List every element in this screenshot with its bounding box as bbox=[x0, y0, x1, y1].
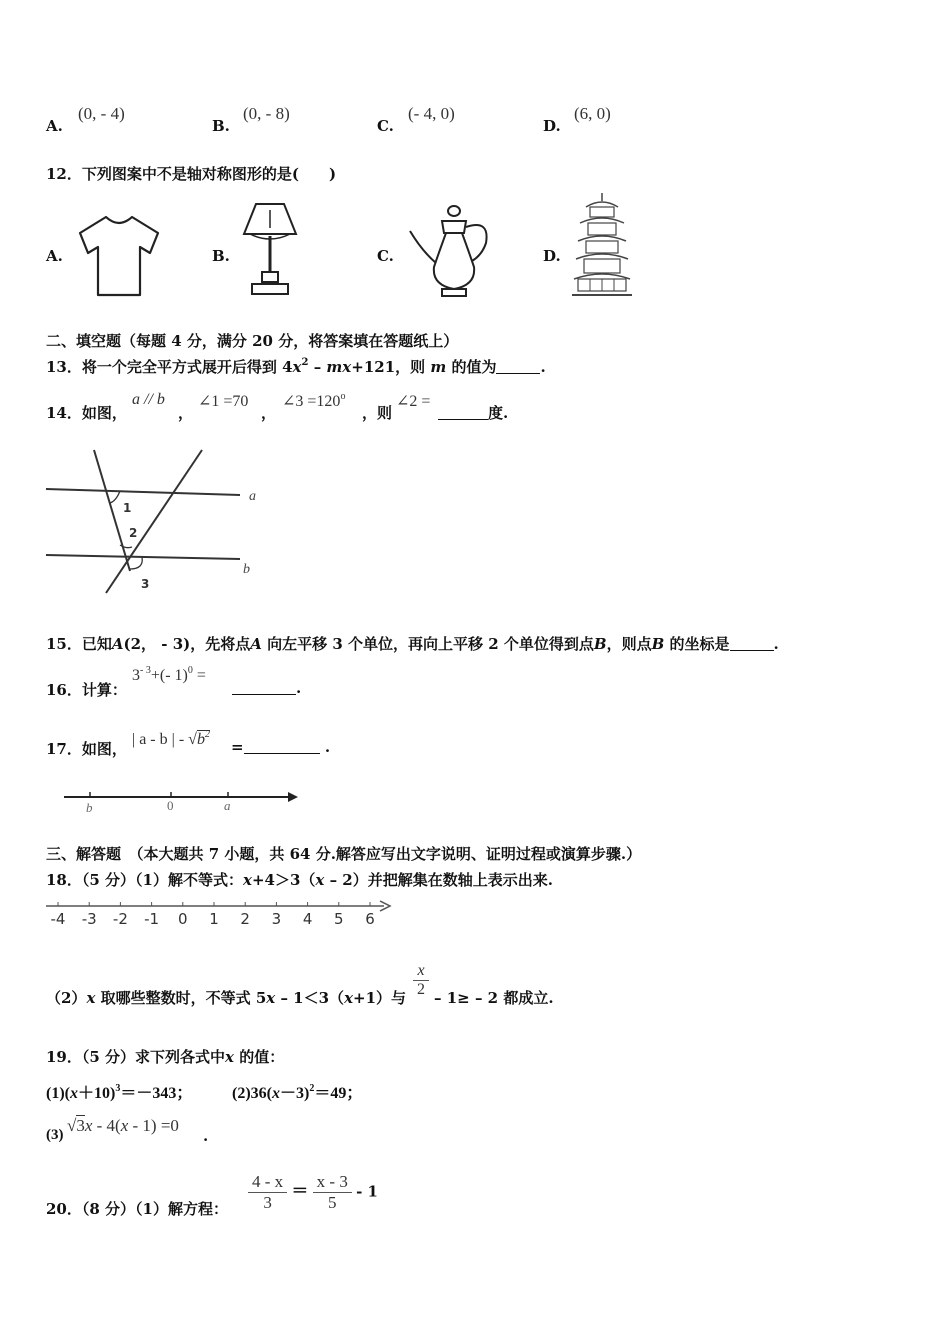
q17-radicand bbox=[197, 730, 210, 748]
q14-cond-angle2: ∠2 = bbox=[396, 393, 431, 410]
q15-text: ，则点 bbox=[606, 635, 652, 653]
q16-exp: - 3 bbox=[140, 665, 151, 676]
sqrt-icon: √ bbox=[188, 731, 197, 748]
q17-number-line bbox=[62, 786, 302, 816]
q17-axis-b: b bbox=[86, 800, 93, 815]
q17-rad: b bbox=[196, 731, 205, 748]
q18-axis-tick-label: -1 bbox=[144, 910, 160, 928]
q18-text: – 1＜3（ bbox=[275, 989, 345, 1007]
q14-prefix: 14．如图， bbox=[46, 404, 127, 422]
section2-title: 二、填空题（每题 4 分，满分 20 分，将答案填在答题纸上） bbox=[46, 332, 459, 350]
q19-text: (1)( bbox=[46, 1085, 70, 1102]
q18-axis-tick-label: 2 bbox=[240, 910, 250, 928]
q18-axis-tick-label: 1 bbox=[209, 910, 219, 928]
t-shirt-icon bbox=[78, 215, 160, 297]
q17-exp: 2 bbox=[204, 729, 210, 740]
q20-suffix: - 1 bbox=[356, 1182, 378, 1201]
q12-option-c-label: C. bbox=[377, 247, 394, 265]
q19-exp: 2 bbox=[309, 1083, 315, 1094]
q13 bbox=[46, 356, 546, 377]
q11-option-d-value: (6, 0) bbox=[574, 104, 611, 123]
table-lamp-icon bbox=[242, 200, 298, 300]
q18-text: +4＞3（ bbox=[251, 871, 316, 889]
sqrt-icon: √ bbox=[67, 1116, 77, 1135]
q17-end: . bbox=[324, 738, 331, 756]
q13-var: m bbox=[430, 358, 447, 376]
q15 bbox=[46, 633, 779, 654]
q14-unit: 度. bbox=[488, 404, 509, 422]
q19-eq3-end: . bbox=[203, 1127, 209, 1145]
q19-exp: 3 bbox=[115, 1083, 121, 1094]
q13-var: x bbox=[292, 358, 302, 376]
q18-part2-end: – 1≥ – 2 都成立. bbox=[434, 989, 554, 1007]
q14-comma: ， bbox=[261, 404, 277, 422]
q20-prefix: 20．（8 分）（1）解方程： bbox=[46, 1200, 228, 1218]
q18-var: x bbox=[242, 871, 252, 889]
q14-answer-blank bbox=[438, 419, 488, 420]
q15-text: 15．已知 bbox=[46, 635, 112, 653]
q19-eq2 bbox=[232, 1080, 362, 1103]
q15-point: A bbox=[250, 635, 262, 653]
q14-angle3-text: ∠3 =120 bbox=[282, 393, 341, 410]
q12-option-d-label: D. bbox=[543, 247, 561, 265]
q14-angle3-label: 3 bbox=[141, 577, 150, 591]
q16-base: 3 bbox=[132, 667, 140, 684]
q16-expression bbox=[132, 667, 206, 685]
q11-option-a-value: (0, - 4) bbox=[78, 104, 125, 123]
q19-eq3 bbox=[67, 1116, 179, 1136]
q14-degree: o bbox=[340, 391, 346, 402]
q17-tail bbox=[231, 738, 330, 756]
q19-text: ＋10) bbox=[77, 1085, 116, 1102]
q19-text: - 4( bbox=[92, 1116, 121, 1135]
q14-figure bbox=[44, 445, 274, 600]
q15-answer-blank bbox=[730, 650, 774, 651]
q18-axis-tick-label: 0 bbox=[178, 910, 188, 928]
q17-expression bbox=[132, 731, 210, 749]
q14-cond-parallel: a // b bbox=[132, 391, 165, 408]
q16-prefix: 16．计算： bbox=[46, 681, 127, 699]
q12-option-b-label: B. bbox=[212, 247, 230, 265]
q13-answer-blank bbox=[496, 373, 540, 374]
q19-var: x bbox=[69, 1085, 78, 1102]
q14-line-b-label: b bbox=[243, 562, 250, 577]
q18-text: 18．（5 分）（1）解不等式： bbox=[46, 871, 243, 889]
q16-answer-blank bbox=[232, 694, 296, 695]
q14-angle1-label: 1 bbox=[123, 501, 132, 515]
q18-axis-tick-label: 5 bbox=[334, 910, 344, 928]
q19-text: 的值： bbox=[234, 1048, 285, 1066]
q14-comma: ， bbox=[178, 404, 194, 422]
q14-angle2-label: 2 bbox=[129, 526, 138, 540]
q18-axis-tick-label: 6 bbox=[365, 910, 375, 928]
q20-frac1-num: 4 - x bbox=[248, 1172, 287, 1193]
q14-then: ，则 bbox=[362, 404, 393, 422]
q14-cond-angle1: ∠1 =70 bbox=[198, 393, 249, 410]
q11-option-b-label: B. bbox=[212, 117, 230, 135]
q19-var: x bbox=[84, 1116, 93, 1135]
q16-tail bbox=[232, 679, 301, 697]
q16-eq: = bbox=[196, 667, 206, 684]
q19-radicand: 3 bbox=[76, 1116, 85, 1135]
q18-axis-tick-label: -4 bbox=[50, 910, 66, 928]
q11-option-b-value: (0, - 8) bbox=[243, 104, 290, 123]
q15-point: A bbox=[111, 635, 124, 653]
q16-end: . bbox=[296, 679, 302, 697]
q18-text: （2） bbox=[46, 989, 87, 1007]
q20-frac1-den: 3 bbox=[263, 1193, 272, 1212]
q13-rest: +121，则 bbox=[351, 358, 431, 376]
q18-var: x bbox=[315, 871, 325, 889]
q18-axis-tick-label: 4 bbox=[302, 910, 313, 928]
q15-end: . bbox=[773, 635, 779, 653]
q19-eq3-label: (3) bbox=[46, 1127, 64, 1143]
q12-option-a-label: A. bbox=[46, 247, 63, 265]
q11-option-a-label: A. bbox=[46, 117, 63, 135]
q19-text: ＝49； bbox=[314, 1085, 363, 1102]
q19-text: －3) bbox=[279, 1085, 310, 1102]
q11-option-c-label: C. bbox=[377, 117, 394, 135]
q17-axis-a: a bbox=[224, 798, 231, 813]
q20-eq: ＝ bbox=[291, 1181, 309, 1202]
q16-plus: +(- 1) bbox=[150, 667, 188, 684]
q15-point: B bbox=[593, 635, 607, 653]
q11-option-c-value: (- 4, 0) bbox=[408, 104, 455, 123]
q17-answer-blank bbox=[244, 753, 320, 754]
pagoda-icon bbox=[570, 193, 634, 299]
q19-var: x bbox=[271, 1085, 280, 1102]
q20-frac2-den: 5 bbox=[328, 1193, 337, 1212]
q19-text: 19．（5 分）求下列各式中 bbox=[46, 1048, 226, 1066]
q18-var: x bbox=[266, 989, 276, 1007]
q17-axis-zero: 0 bbox=[167, 798, 174, 813]
q13-var: m bbox=[326, 358, 343, 376]
q18-part2 bbox=[46, 987, 406, 1008]
q15-text: 的坐标是 bbox=[664, 635, 730, 653]
q14-cond-angle3 bbox=[282, 391, 345, 411]
q19-var: x bbox=[120, 1116, 129, 1135]
q16-exp: 0 bbox=[187, 665, 193, 676]
q13-minus: – bbox=[308, 358, 327, 376]
q18-frac-num: x bbox=[413, 962, 429, 981]
q19-var: x bbox=[225, 1048, 234, 1066]
q14-tail bbox=[438, 402, 508, 423]
q15-text: 向左平移 3 个单位，再向上平移 2 个单位得到点 bbox=[261, 635, 594, 653]
q18-axis-tick-label: 3 bbox=[271, 910, 282, 928]
q13-exp: 2 bbox=[301, 357, 309, 368]
q13-suffix: 的值为 bbox=[446, 358, 497, 376]
q15-text: (2， - 3)，先将点 bbox=[123, 635, 251, 653]
q17-eq: = bbox=[231, 738, 244, 756]
q19-stem bbox=[46, 1046, 284, 1067]
q18-axis-tick-label: -2 bbox=[112, 910, 128, 928]
teapot-icon bbox=[408, 203, 490, 299]
q18-part1 bbox=[46, 869, 553, 890]
q13-end: . bbox=[540, 358, 546, 376]
q20-frac2-num: x - 3 bbox=[313, 1172, 352, 1193]
q18-text: 取哪些整数时，不等式 5 bbox=[95, 989, 267, 1007]
q18-var: x bbox=[344, 989, 354, 1007]
q13-var: x bbox=[342, 358, 352, 376]
q18-number-line bbox=[44, 898, 404, 932]
q17-expr: | a - b | - bbox=[132, 731, 185, 748]
q18-var: x bbox=[86, 989, 96, 1007]
q18-text: +1）与 bbox=[353, 989, 407, 1007]
q18-axis-tick-label: -3 bbox=[81, 910, 97, 928]
section3-title: 三、解答题 （本大题共 7 小题，共 64 分.解答应写出文字说明、证明过程或演算步骤.） bbox=[46, 845, 642, 863]
q15-point: B bbox=[651, 635, 665, 653]
q19-text: - 1) =0 bbox=[128, 1116, 179, 1135]
q19-text: (2)36( bbox=[232, 1085, 272, 1102]
q20-equation bbox=[248, 1172, 378, 1213]
q19-text: ＝－343； bbox=[120, 1085, 193, 1102]
q14-line-a-label: a bbox=[249, 489, 256, 504]
q18-frac-den: 2 bbox=[417, 981, 425, 998]
q11-option-d-label: D. bbox=[543, 117, 561, 135]
q17-prefix: 17．如图， bbox=[46, 740, 127, 758]
q18-fraction bbox=[413, 962, 429, 999]
q13-prefix: 13．将一个完全平方式展开后得到 4 bbox=[46, 358, 293, 376]
q12-stem: 12．下列图案中不是轴对称图形的是( ) bbox=[46, 165, 337, 183]
q18-text: – 2）并把解集在数轴上表示出来. bbox=[324, 871, 553, 889]
q19-eq1 bbox=[46, 1080, 192, 1103]
